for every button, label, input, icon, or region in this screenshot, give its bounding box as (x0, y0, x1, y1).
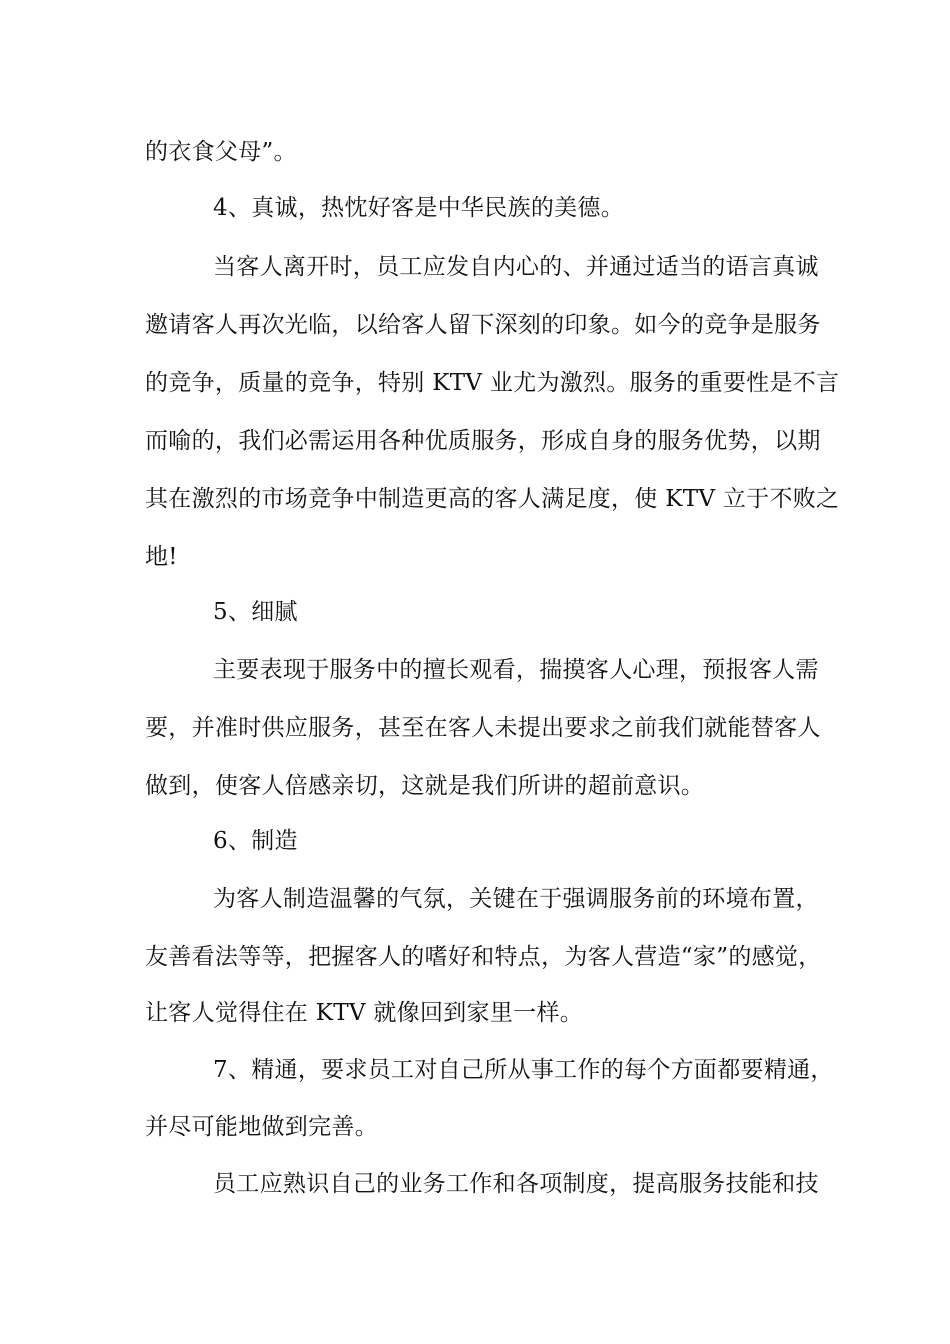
text-line: 的衣食父母”。 (145, 139, 297, 165)
text-line: 友善看法等等，把握客人的嗜好和特点，为客人营造“家”的感觉， (145, 944, 822, 970)
text-line: 而喻的，我们必需运用各种优质服务，形成自身的服务优势，以期 (145, 428, 821, 454)
heading-item-7: 7、精通，要求员工对自己所从事工作的每个方面都要精通， (213, 1057, 834, 1083)
text-line: 要，并准时供应服务，甚至在客人未提出要求之前我们就能替客人 (145, 715, 821, 741)
text-line: 做到，使客人倍感亲切，这就是我们所讲的超前意识。 (145, 773, 705, 799)
text-line: 地! (145, 544, 178, 570)
text-line: 其在激烈的市场竞争中制造更高的客人满足度，使 KTV 立于不败之 (145, 486, 840, 512)
text-line: 主要表现于服务中的擅长观看，揣摸客人心理，预报客人需 (213, 657, 819, 683)
heading-item-4: 4、真诚，热忱好客是中华民族的美德。 (213, 195, 625, 221)
text-line: 邀请客人再次光临，以给客人留下深刻的印象。如今的竞争是服务 (145, 312, 821, 338)
text-line: 让客人觉得住在 KTV 就像回到家里一样。 (145, 1000, 584, 1026)
text-line: 员工应熟识自己的业务工作和各项制度，提高服务技能和技 (213, 1171, 819, 1197)
text-line: 为客人制造温馨的气氛，关键在于强调服务前的环境布置， (213, 886, 819, 912)
heading-item-6: 6、制造 (213, 828, 298, 854)
text-line: 当客人离开时，员工应发自内心的、并通过适当的语言真诚 (213, 254, 819, 280)
heading-item-5: 5、细腻 (213, 599, 298, 625)
text-line: 并尽可能地做到完善。 (145, 1114, 378, 1140)
text-line: 的竞争，质量的竞争，特别 KTV 业尤为激烈。服务的重要性是不言 (145, 370, 840, 396)
